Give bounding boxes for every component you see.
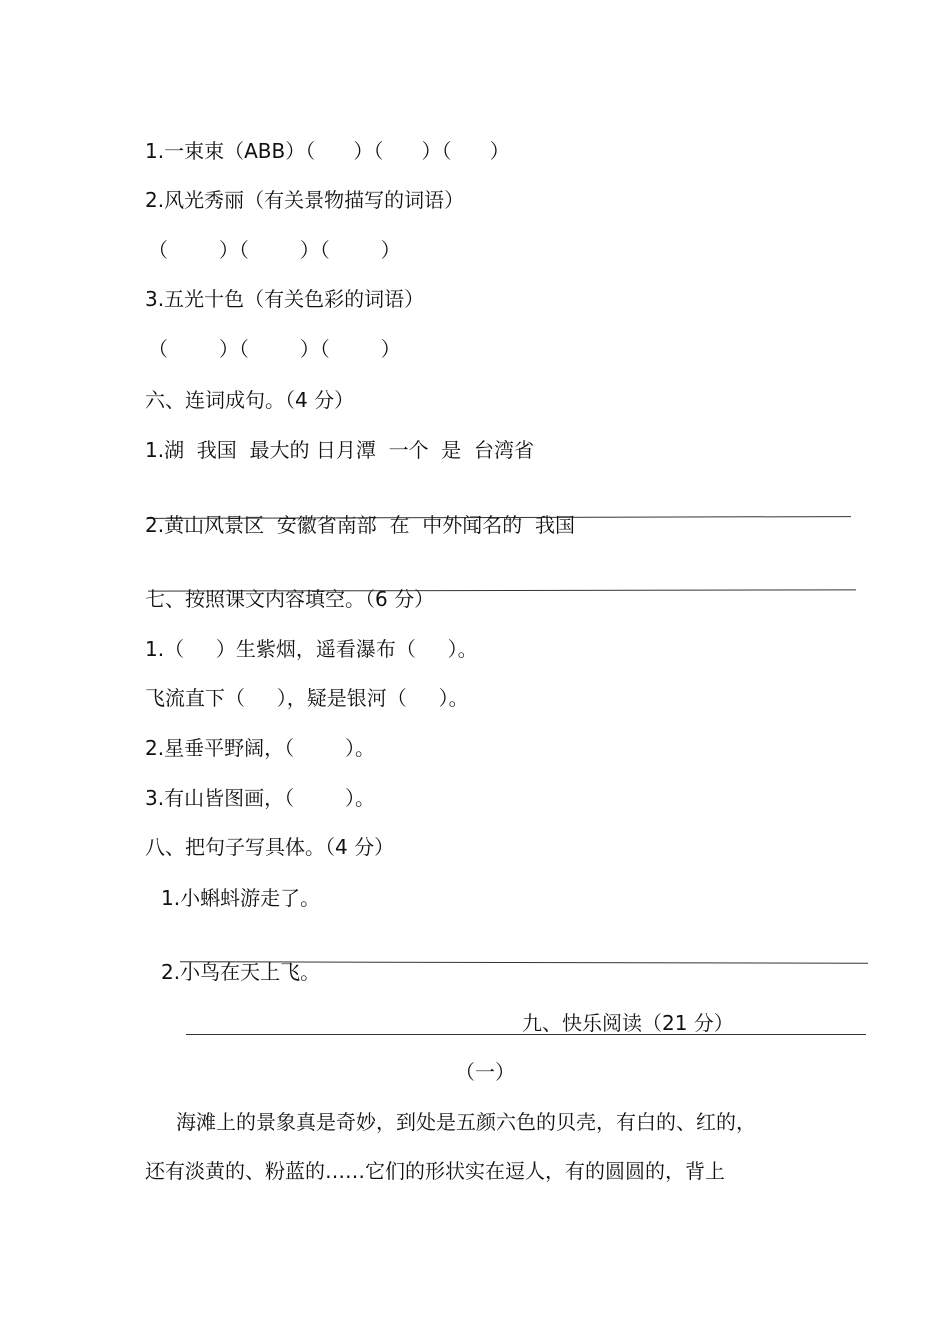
- q6-1-words: 1.湖 我国 最大的 日月潭 一个 是 台湾省: [145, 438, 535, 462]
- section-8-heading: 八、把句子写具体。（4 分）: [145, 835, 395, 859]
- reading-paragraph-line-1: 海滩上的景象真是奇妙，到处是五颜六色的贝壳，有白的、红的，: [176, 1110, 756, 1134]
- q7-1-line1: 1.（ ）生紫烟，遥看瀑布（ ）。: [145, 637, 478, 661]
- section-6-heading: 六、连词成句。（4 分）: [145, 388, 355, 412]
- q5-1-abb: 1.一束束（ABB）（ ）（ ）（ ）: [145, 139, 510, 163]
- q7-2: 2.星垂平野阔，（ ）。: [145, 736, 375, 760]
- q5-3-colors: 3.五光十色（有关色彩的词语）: [145, 287, 425, 311]
- q5-2-blanks: （ ）（ ）（ ）: [148, 238, 401, 262]
- q8-1: 1.小蝌蚪游走了。: [161, 886, 321, 910]
- q5-2-scenery: 2.风光秀丽（有关景物描写的词语）: [145, 188, 465, 212]
- reading-part-label: （一）: [455, 1060, 515, 1084]
- section-9-heading: 九、快乐阅读（21 分）: [522, 1011, 734, 1035]
- q8-2: 2.小鸟在天上飞。: [161, 960, 321, 984]
- q7-3: 3.有山皆图画，（ ）。: [145, 786, 375, 810]
- q6-2-words: 2.黄山风景区 安徽省南部 在 中外闻名的 我国: [145, 513, 575, 537]
- q7-1-line2: 飞流直下（ ），疑是银河（ ）。: [145, 686, 469, 710]
- section-7-heading: 七、按照课文内容填空。（6 分）: [145, 587, 435, 611]
- reading-paragraph-line-2: 还有淡黄的、粉蓝的……它们的形状实在逗人，有的圆圆的，背上: [145, 1159, 725, 1183]
- q5-3-blanks: （ ）（ ）（ ）: [148, 337, 401, 361]
